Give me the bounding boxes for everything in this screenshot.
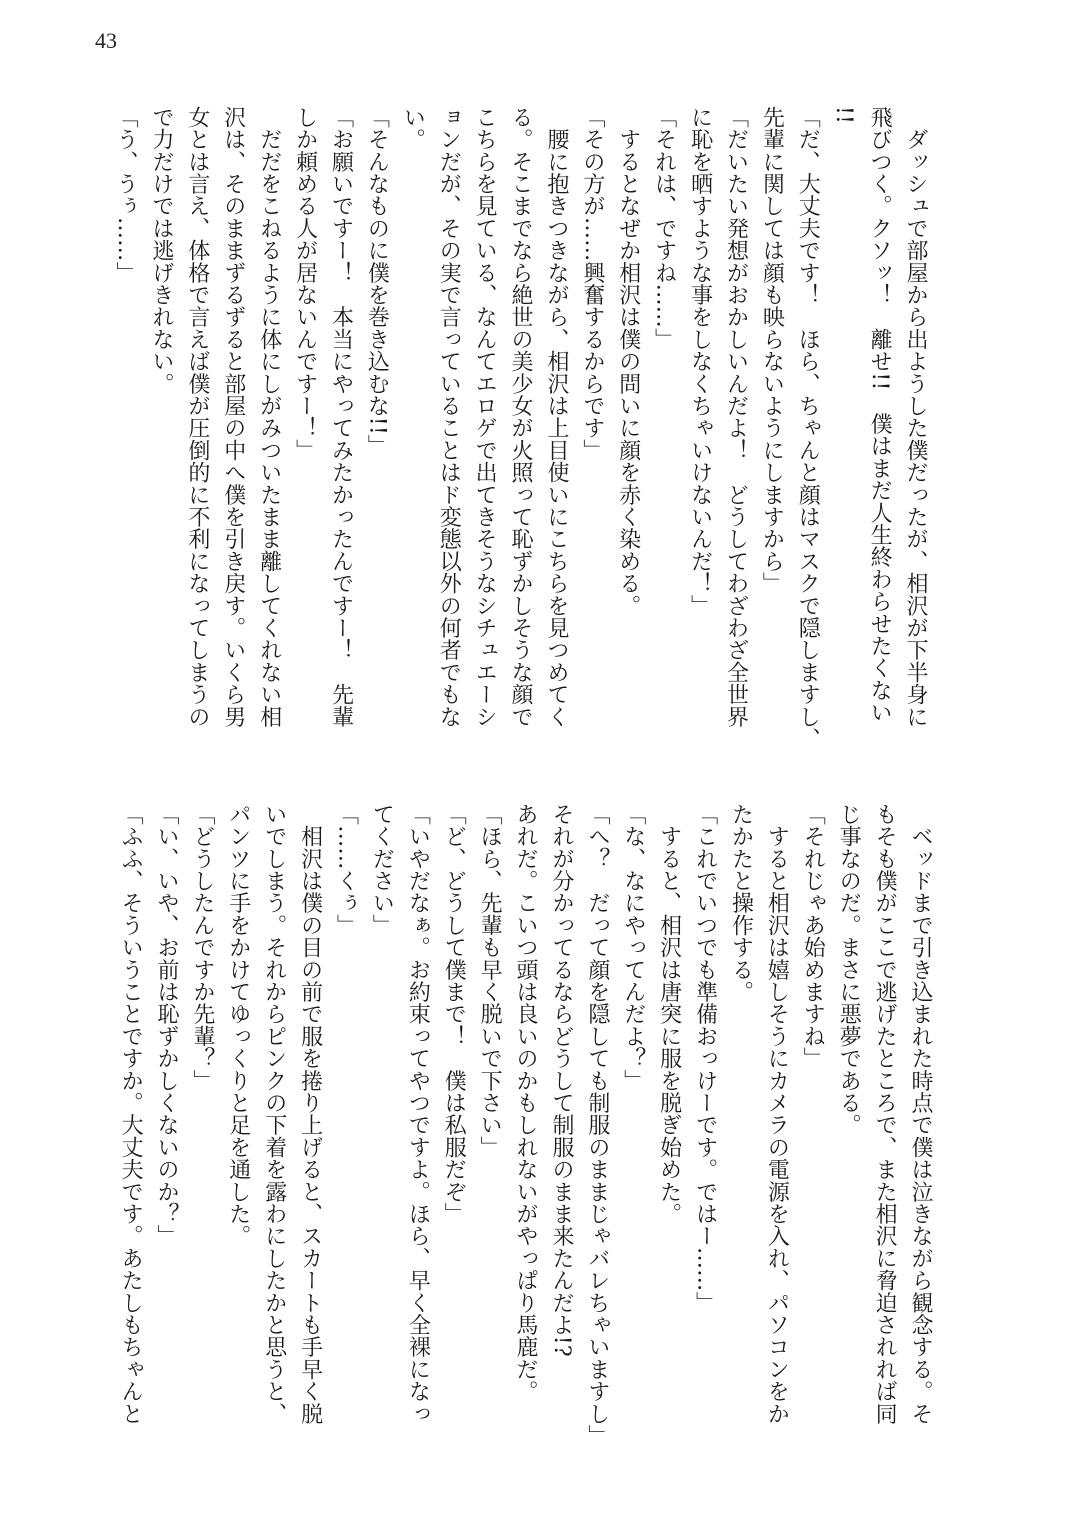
text-column: 「それじゃあ始めますね」 [800, 803, 826, 1070]
upper-text-block [107, 106, 933, 750]
text-column: パンツに手をかけてゆっくりと足を通した。 [225, 803, 251, 1247]
text-column: 「それは、ですね……」 [651, 106, 677, 351]
text-column: 「だ、大丈夫です！ ほら、ちゃんと顔はマスクで隠しますし、 [795, 106, 821, 750]
text-column: 「ふふ、そういうことですか。大丈夫です。あたしもちゃんと [118, 803, 144, 1425]
text-column: 「いやだなぁ。お約束ってやつですよ。ほら、早く全裸になっ [405, 803, 431, 1425]
text-column: あれだ。こいつ頭は良いのかもしれないがやっぱり馬鹿だ。 [513, 803, 539, 1403]
text-column: 相沢は僕の目の前で服を捲り上げると、スカートも手早く脱 [297, 803, 323, 1425]
text-column: 「そんなものに僕を巻き込むな!!」 [364, 106, 390, 458]
text-column: いでしまう。それからピンクの下着を露わにしたかと思うと、 [261, 803, 287, 1425]
text-column: 飛びつく。クソッ！ 離せ!! 僕はまだ人生終わらせたくない [867, 106, 893, 724]
text-column: たかたと操作する。 [728, 803, 754, 1003]
text-column: る。そこまでなら絶世の美少女が火照って恥ずかしそうな顔で [508, 106, 534, 728]
text-column: ョンだが、その実で言っていることはド変態以外の何者でもな [436, 106, 462, 728]
text-column: 沢は、そのままずるずると部屋の中へ僕を引き戻す。いくら男 [220, 106, 246, 728]
text-column: もそも僕がここで逃げたところで、また相沢に脅迫されれば同 [872, 803, 898, 1425]
page-number: 43 [95, 28, 117, 53]
text-column: 「ど、どうして僕まで！ 僕は私服だぞ」 [441, 803, 467, 1225]
text-column: 「……くぅ」 [333, 803, 359, 937]
text-column: !! [831, 106, 857, 125]
text-column: すると相沢は嬉しそうにカメラの電源を入れ、パソコンをか [764, 803, 790, 1425]
text-column: 「だいたい発想がおかしいんだよ！ どうしてわざわざ全世界 [723, 106, 749, 728]
text-column: するとなぜか相沢は僕の問いに顔を赤く染める。 [615, 106, 641, 617]
text-column: い。 [400, 106, 426, 151]
text-column: ベッドまで引き込まれた時点で僕は泣きながら観念する。そ [908, 803, 933, 1425]
text-column: 「い、いや、お前は恥ずかしくないのか？」 [153, 803, 179, 1247]
text-column: 腰に抱きつきながら、相沢は上目使いにこちらを見つめてく [543, 106, 569, 728]
text-column: 「その方が……興奮するからです」 [579, 106, 605, 462]
text-column: すると、相沢は唐突に服を脱ぎ始めた。 [656, 803, 682, 1225]
text-column: それが分かってるならどうして制服のまま来たんだよ!? [548, 803, 574, 1357]
text-column: 「へ？ だって顔を隠しても制服のままじゃバレちゃいますし」 [584, 803, 610, 1447]
lower-text-block [112, 803, 938, 1447]
text-column: しか頼める人が居ないんですー！」 [292, 106, 318, 462]
text-column: 「どうしたんですか先輩？」 [189, 803, 215, 1092]
text-column: 先輩に関しては顔も映らないようにしますから」 [759, 106, 785, 595]
text-column: に恥を晒すような事をしなくちゃいけないんだ！」 [687, 106, 713, 617]
text-column: 「これでいつでも準備おっけーです。ではー……」 [692, 803, 718, 1314]
text-column: じ事なのだ。まさに悪夢である。 [836, 803, 862, 1136]
text-column: ダッシュで部屋から出ようした僕だったが、相沢が下半身に [903, 106, 928, 728]
text-column: こちらを見ている、なんてエロゲで出てきそうなシチュエーシ [472, 106, 498, 728]
text-column: で力だけでは逃げきれない。 [148, 106, 174, 395]
text-column: 「な、なにやってんだよ？」 [620, 803, 646, 1092]
text-column: 「う、うぅ……」 [113, 106, 139, 284]
text-column: てください」 [369, 803, 395, 937]
text-column: 女とは言え、体格で言えば僕が圧倒的に不利になってしまうの [184, 106, 210, 728]
text-column: 「お願いですー！ 本当にやってみたかったんですー！ 先輩 [328, 106, 354, 728]
text-column: だだをこねるように体にしがみついたまま離してくれない相 [256, 106, 282, 728]
text-column: 「ほら、先輩も早く脱いで下さい」 [477, 803, 503, 1159]
